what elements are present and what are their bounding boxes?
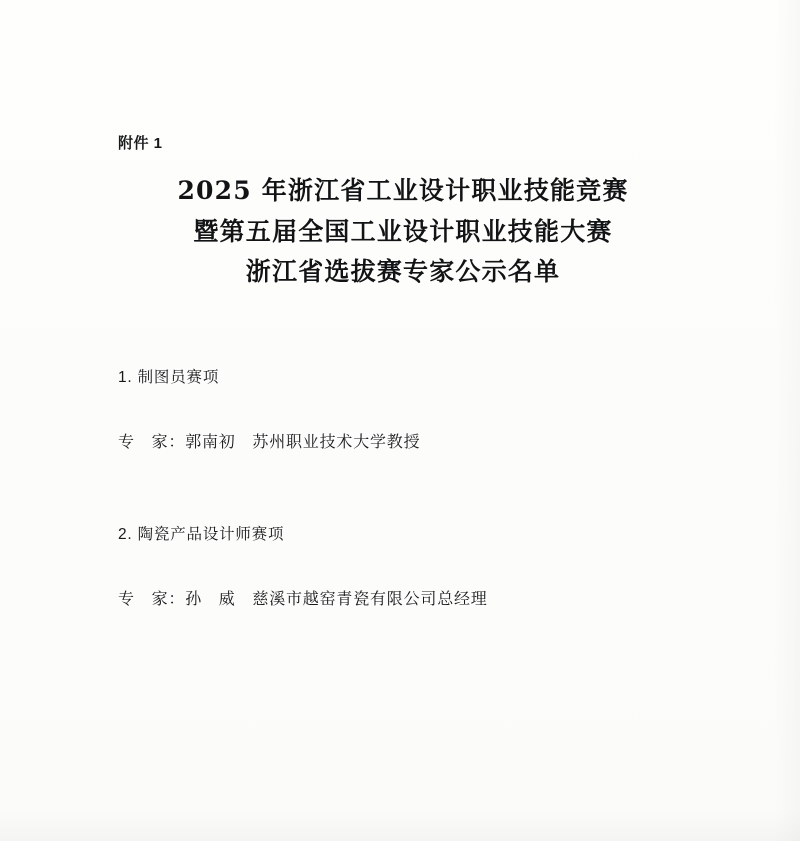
section-heading-drafting: 1. 制图员赛项 [118,368,220,386]
title-section-gap [118,297,698,365]
page-title [118,171,698,293]
document-body [118,132,698,609]
section-drafting [118,365,698,452]
heading-entry-gap-1 [118,387,698,429]
expert-entry-ceramics: 专 家：孙 威 慈溪市越窑青瓷有限公司总经理 [118,590,488,608]
section-heading-ceramics: 2. 陶瓷产品设计师赛项 [118,525,285,543]
heading-entry-gap-2 [118,544,698,586]
page-edge-shading [774,0,800,841]
page-bottom-shading [0,811,800,841]
page-title-line-3: 浙江省选拔赛专家公示名单 [245,257,561,286]
page-title-line-2: 暨第五届全国工业设计职业技能大赛 [193,216,613,246]
page-title-line-1: 2025 年浙江省工业设计职业技能竞赛 [177,176,629,205]
section-ceramics [118,522,698,609]
expert-entry-drafting: 专 家：郭南初 苏州职业技术大学教授 [118,433,421,451]
attachment-label: 附件 1 [118,135,163,152]
section-gap [118,452,698,522]
